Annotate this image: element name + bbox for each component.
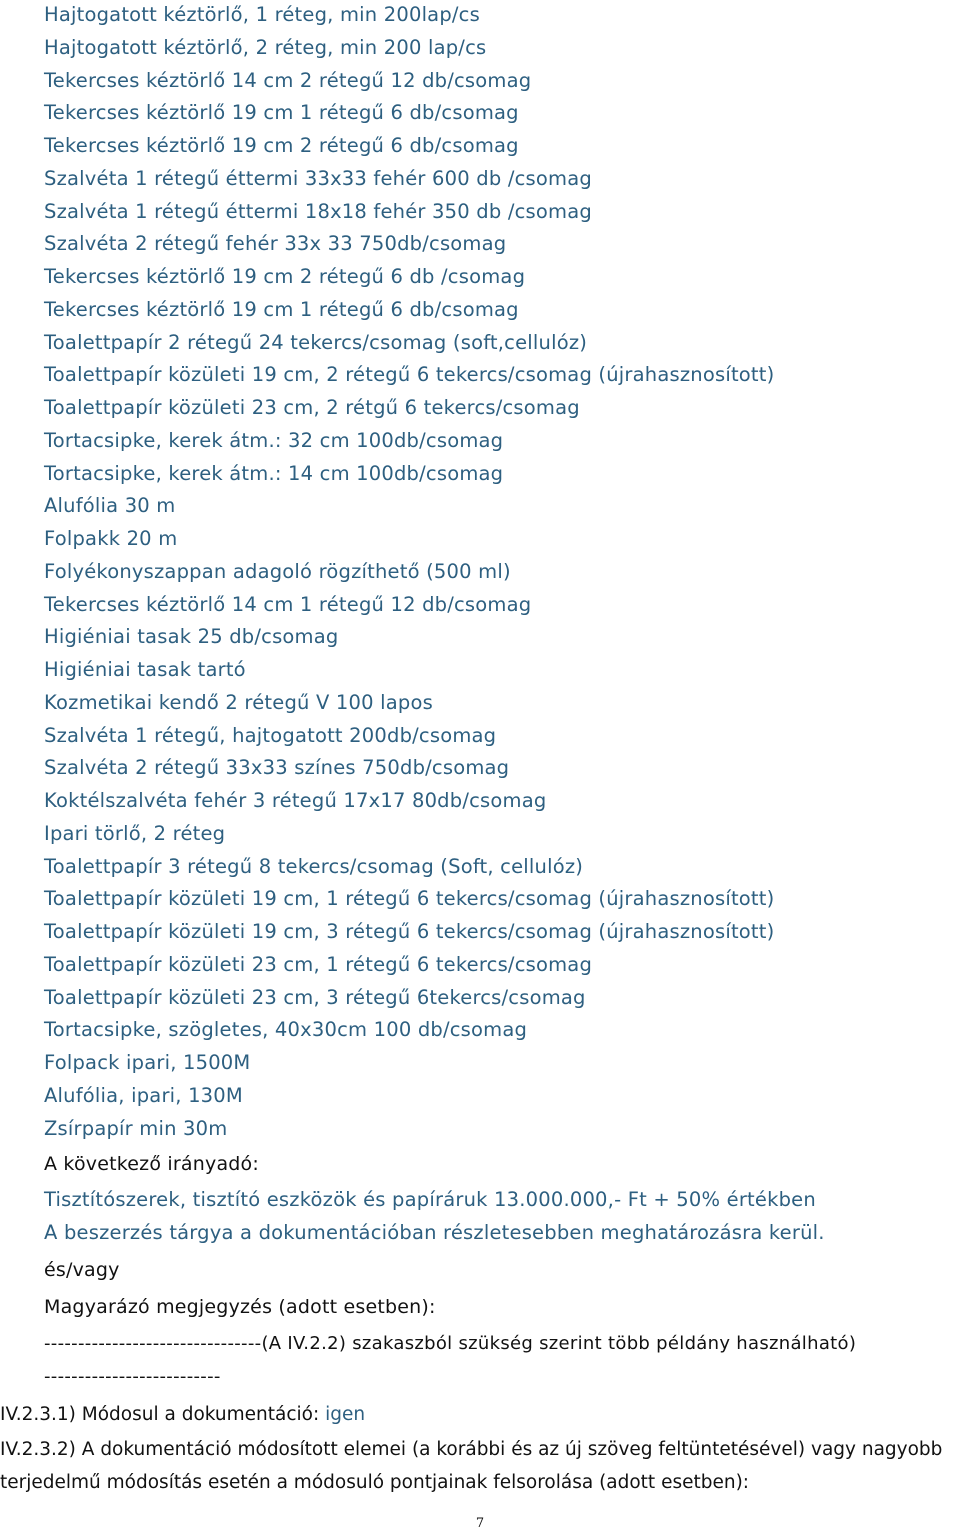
list-item: Tortacsipke, szögletes, 40x30cm 100 db/csomag [44,1018,528,1042]
value-line: Tisztítószerek, tisztító eszközök és papíráruk 13.000.000,- Ft + 50% értékben [44,1188,816,1211]
section-iv-2-3-2-line2: terjedelmű módosítás esetén a módosuló pontjainak felsorolása (adott esetben): [0,1472,750,1493]
and-or-label: és/vagy [44,1259,120,1281]
list-item: Folyékonyszappan adagoló rögzíthető (500 ml) [44,559,511,583]
list-item: Szalvéta 1 rétegű éttermi 33x33 fehér 600 db /csomag [44,166,592,190]
list-item: Tekercses kéztörlő 19 cm 2 rétegű 6 db /csomag [44,265,526,288]
list-item: Toalettpapír közületi 23 cm, 1 rétegű 6 tekercs/csomag [44,952,593,976]
list-item: Toalettpapír közületi 19 cm, 3 rétegű 6 tekercs/csomag (újrahasznosított) [44,920,775,943]
list-item: Higiéniai tasak tartó [44,658,246,681]
list-item: Tekercses kéztörlő 19 cm 1 rétegű 6 db/csomag [44,101,519,125]
list-item: Toalettpapír 2 rétegű 24 tekercs/csomag (soft,cellulóz) [44,330,588,354]
list-item: Tekercses kéztörlő 14 cm 2 rétegű 12 db/csomag [44,68,532,92]
list-item: Alufólia 30 m [44,494,176,518]
list-item: Koktélszalvéta fehér 3 rétegű 17x17 80db/csomag [44,789,547,812]
list-item: Hajtogatott kéztörlő, 2 réteg, min 200 lap/cs [44,35,487,59]
list-item: Toalettpapír közületi 23 cm, 3 rétegű 6tekercs/csomag [44,985,586,1009]
list-item: Zsírpapír min 30m [44,1116,228,1140]
list-item: Tekercses kéztörlő 14 cm 1 rétegű 12 db/csomag [44,592,532,616]
section-iv-2-3-1-label: IV.2.3.1) Módosul a dokumentáció: [0,1404,326,1425]
section-iv-2-3-1-value: igen [325,1404,366,1425]
list-item: Alufólia, ipari, 130M [44,1083,243,1107]
list-item: Kozmetikai kendő 2 rétegű V 100 lapos [44,690,433,714]
list-item: Hajtogatott kéztörlő, 1 réteg, min 200lap/cs [44,3,480,26]
note-label: Magyarázó megjegyzés (adott esetben): [44,1296,436,1318]
list-item: Folpakk 20 m [44,527,178,550]
list-item: Toalettpapír közületi 19 cm, 1 rétegű 6 tekercs/csomag (újrahasznosított) [44,887,775,911]
list-item: Toalettpapír közületi 19 cm, 2 rétegű 6 tekercs/csomag (újrahasznosított) [44,363,775,387]
list-item: Toalettpapír közületi 23 cm, 2 rétgű 6 tekercs/csomag [44,396,580,419]
list-item: Higiéniai tasak 25 db/csomag [44,625,339,649]
list-item: Szalvéta 1 rétegű éttermi 18x18 fehér 350 db /csomag [44,199,592,223]
criteria-label: A következő irányadó: [44,1153,259,1175]
dash-separator-line-2: -------------------------- [44,1366,221,1387]
dash-separator-line: --------------------------------(A IV.2.2) szakaszból szükség szerint több példány használható) [44,1333,857,1354]
list-item: Tortacsipke, kerek átm.: 32 cm 100db/csomag [44,428,504,452]
list-item: Folpack ipari, 1500M [44,1051,251,1074]
list-item: Szalvéta 2 rétegű fehér 33x 33 750db/csomag [44,232,507,256]
product-list [44,0,954,1145]
list-item: Tortacsipke, kerek átm.: 14 cm 100db/csomag [44,461,504,485]
section-iv-2-3-1 [0,1404,365,1425]
list-item: Szalvéta 2 rétegű 33x33 színes 750db/csomag [44,756,510,780]
section-iv-2-3-2-line1: IV.2.3.2) A dokumentáció módosított elemei (a korábbi és az új szöveg feltüntetésével) vagy nagyobb [0,1439,943,1460]
subject-line: A beszerzés tárgya a dokumentációban részletesebben meghatározásra kerül. [44,1221,825,1244]
list-item: Ipari törlő, 2 réteg [44,821,226,845]
list-item: Szalvéta 1 rétegű, hajtogatott 200db/csomag [44,723,497,747]
list-item: Toalettpapír 3 rétegű 8 tekercs/csomag (Soft, cellulóz) [44,854,584,878]
list-item: Tekercses kéztörlő 19 cm 2 rétegű 6 db/csomag [44,134,519,157]
list-item: Tekercses kéztörlő 19 cm 1 rétegű 6 db/csomag [44,297,519,321]
page-number: 7 [475,1516,485,1531]
